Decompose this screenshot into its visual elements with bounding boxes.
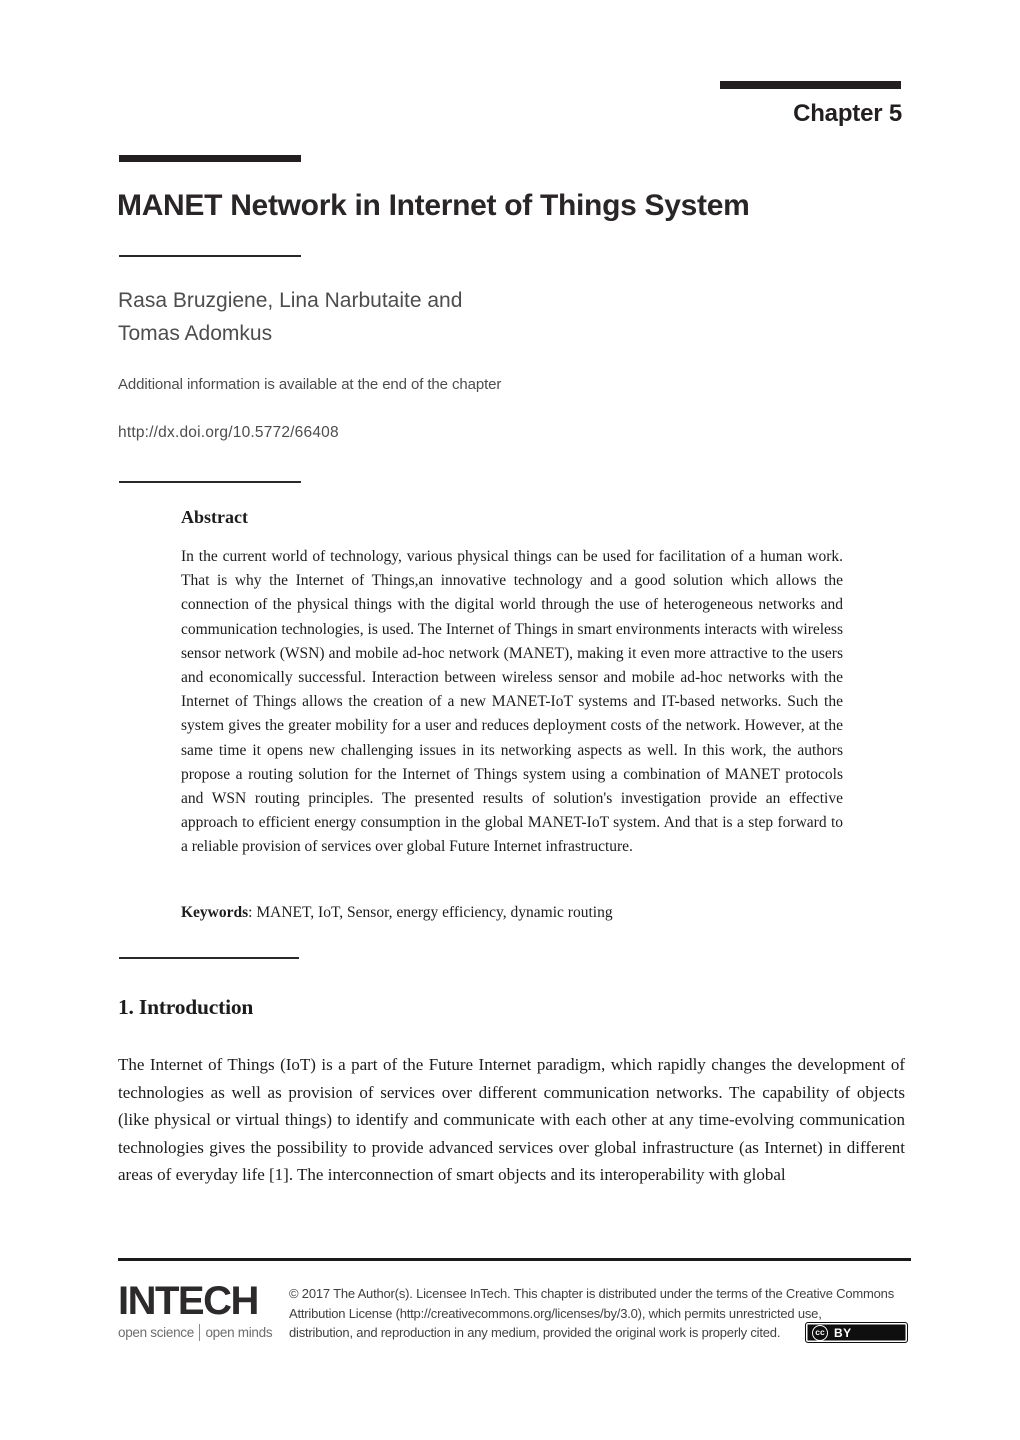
- abstract-rule: [119, 481, 301, 483]
- chapter-header-rule: [720, 81, 901, 89]
- authors-block: [118, 284, 462, 350]
- abstract-heading: Abstract: [181, 507, 248, 527]
- abstract-body: In the current world of technology, various physical things can be used for facilitation of a human work. That is why the Internet of Things,an innovative technology and a good solution which allows the connection of the physical things with the digital world through the use of heterogeneous networks and communication technologies, is used. The Internet of Things in smart environments interacts with wireless sensor network (WSN) and mobile ad-hoc network (MANET), making it even more attractive to the users and economically successful. Interaction between wireless sensor and mobile ad-hoc networks with the Internet of Things allows the creation of a new MANET-IoT systems and IT-based networks. Such the system gives the greater mobility for a user and reduces deployment costs of the network. However, at the same time it opens new challenging issues in its networking aspects as well. In this work, the authors propose a routing solution for the Internet of Things system using a combination of MANET protocols and WSN routing principles. The presented results of solution's investigation provide an effective approach to efficient energy consumption in the global MANET-IoT system. And that is a step forward to a reliable provision of services over global Future Internet infrastructure.: [181, 548, 843, 856]
- doi-link[interactable]: http://dx.doi.org/10.5772/66408: [118, 424, 339, 441]
- keywords-line: [181, 904, 861, 922]
- introduction-heading: 1. Introduction: [118, 995, 254, 1019]
- tagline-divider: [199, 1324, 201, 1341]
- license-line-1: © 2017 The Author(s). Licensee InTech. This chapter is distributed under the terms of the Creative Commons: [289, 1286, 894, 1301]
- keywords-text: : MANET, IoT, Sensor, energy efficiency, dynamic routing: [248, 904, 613, 921]
- cc-by-label: BY: [834, 1325, 852, 1340]
- chapter-label: Chapter 5: [793, 100, 902, 127]
- authors-line-2: Tomas Adomkus: [118, 322, 273, 345]
- title-rule-bottom: [119, 255, 301, 257]
- cc-by-badge[interactable]: [805, 1322, 908, 1343]
- title-rule-top: [119, 155, 301, 162]
- intech-logo: [118, 1281, 288, 1341]
- footer-rule: [118, 1258, 911, 1261]
- authors-line-1: Rasa Bruzgiene, Lina Narbutaite and: [118, 289, 463, 312]
- tagline-open-science: open science: [118, 1325, 194, 1340]
- license-line-3: distribution, and reproduction in any medium, provided the original work is properly cited.: [289, 1325, 781, 1340]
- introduction-body: The Internet of Things (IoT) is a part of the Future Internet paradigm, which rapidly changes the development of technologies as well as provision of services over different communication networks. The capability of objects (like physical or virtual things) to identify and communicate with each other at any time-evolving communication technologies gives the possibility to provide advanced services over global infrastructure (as Internet) in different areas of everyday life [1]. The interconnection of smart objects and its interoperability with global: [118, 1055, 905, 1184]
- license-line-2: Attribution License (http://creativecommons.org/licenses/by/3.0), which permits unrestricted use,: [289, 1305, 822, 1321]
- tagline-open-minds: open minds: [205, 1325, 273, 1340]
- keywords-label: Keywords: [181, 904, 249, 921]
- additional-info-note: Additional information is available at the end of the chapter: [118, 376, 502, 393]
- intech-logo-text: INTECH: [118, 1279, 258, 1323]
- introduction-rule: [119, 957, 299, 959]
- intech-logo-tagline: [118, 1324, 288, 1341]
- cc-icon: cc: [812, 1325, 828, 1341]
- page-title: MANET Network in Internet of Things System: [117, 189, 750, 222]
